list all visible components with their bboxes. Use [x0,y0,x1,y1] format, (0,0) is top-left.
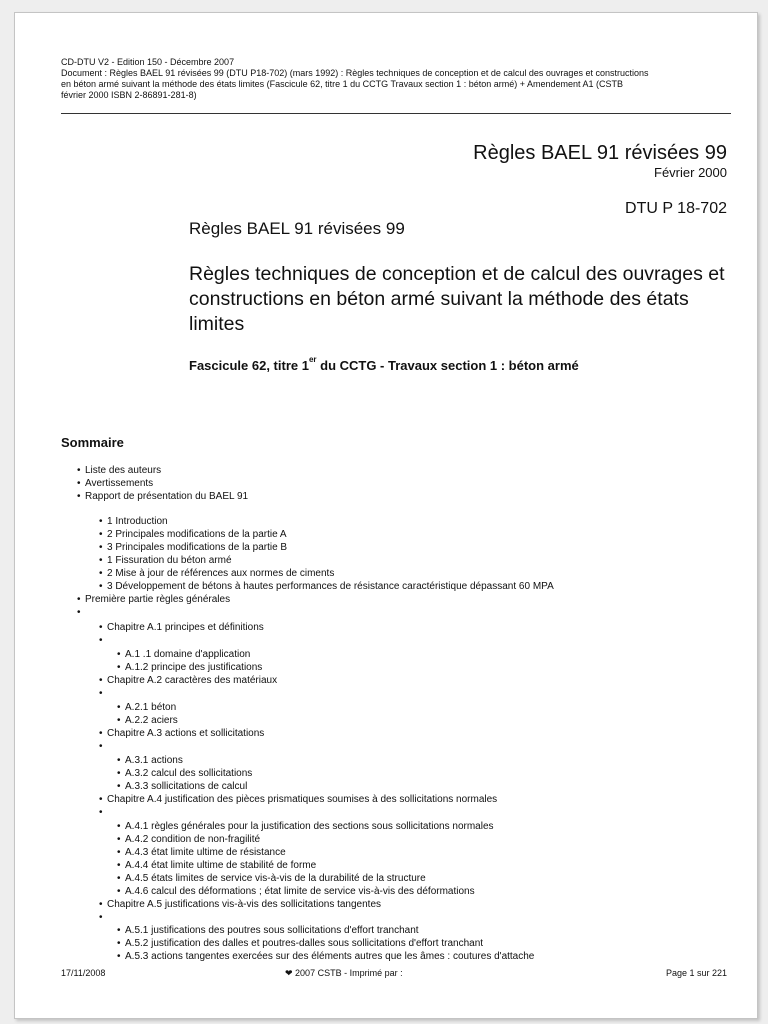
toc-entry-level-3 [117,781,247,793]
toc-entry-level-3 [117,847,286,859]
toc-entry-level-1 [77,478,153,490]
footer-page-number: Page 1 sur 221 [665,968,727,978]
toc-entry-level-2 [99,529,287,541]
toc-entry-text: 3 Développement de bétons à hautes performances de résistance caractéristique dépassant 60 MPA [107,581,554,592]
header-edition: CD-DTU V2 - Edition 150 - Décembre 2007 [61,57,235,67]
bullet-icon: • [117,873,121,884]
bullet-icon: • [117,938,121,949]
toc-entry-text: 2 Principales modifications de la partie A [107,529,287,540]
toc-entry-text: A.4.1 règles générales pour la justification des sections sous sollicitations normales [125,821,494,832]
toc-entry-text: Chapitre A.1 principes et définitions [107,622,264,633]
bullet-icon: • [117,834,121,845]
bullet-icon: • [99,529,103,540]
fascicule-text-rest: du CCTG - Travaux section 1 : béton armé [316,358,579,373]
toc-entry-level-3 [117,649,250,661]
bullet-icon: • [117,662,121,673]
bullet-icon: • [99,688,103,699]
toc-entry-level-3 [117,925,419,937]
bullet-icon: • [77,478,81,489]
toc-entry-text: A.4.5 états limites de service vis-à-vis de la durabilité de la structure [125,873,426,884]
toc-entry-level-3 [117,715,178,727]
bullet-icon: • [99,622,103,633]
toc-entry-level-3 [117,873,426,885]
toc-entry-level-2 [99,728,264,740]
toc-entry-text: Chapitre A.2 caractères des matériaux [107,675,278,686]
header-document-line: février 2000 ISBN 2-86891-281-8) [61,90,197,100]
toc-entry-level-3 [117,768,252,780]
toc-entry-level-2 [99,568,334,580]
toc-entry-text: A.1 .1 domaine d'application [125,649,251,660]
bullet-icon: • [99,794,103,805]
toc-entry-level-1 [77,465,161,477]
bullet-icon: • [117,768,121,779]
header-document-line: Document : Règles BAEL 91 révisées 99 (DTU P18-702) (mars 1992) : Règles techniques de conception et de calcul des ouvrages et constructions [61,68,649,78]
bullet-icon: • [99,568,103,579]
footer-date: 17/11/2008 [61,968,106,978]
toc-entry-level-1 [77,607,85,619]
toc-entry-level-2 [99,581,554,593]
toc-entry-level-3 [117,938,483,950]
toc-entry-level-3 [117,755,183,767]
toc-entry-text: A.4.6 calcul des déformations ; état limite de service vis-à-vis des déformations [125,886,475,897]
bullet-icon: • [117,781,121,792]
bullet-icon: • [99,675,103,686]
footer-copyright [285,968,403,979]
fascicule-superscript: er [308,355,317,364]
bullet-icon: • [99,555,103,566]
toc-entry-text: Première partie règles générales [85,594,231,605]
bullet-icon: • [99,581,103,592]
toc-entry-level-3 [117,951,534,963]
toc-entry-text: 3 Principales modifications de la partie B [107,542,288,553]
toc-entry-text: A.5.3 actions tangentes exercées sur des éléments autres que les âmes : coutures d'attache [125,951,535,962]
toc-entry-text: A.2.1 béton [125,702,177,713]
bullet-icon: • [99,635,103,646]
bullet-icon: • [77,594,81,605]
bullet-icon: • [99,807,103,818]
heart-icon: ❤ [285,968,293,978]
bullet-icon: • [99,728,103,739]
bullet-icon: • [99,542,103,553]
toc-entry-text: 1 Introduction [107,516,168,527]
bullet-icon: • [117,860,121,871]
toc-entry-level-2 [99,542,287,554]
bullet-icon: • [117,951,121,962]
toc-entry-level-1 [77,594,230,606]
toc-entry-level-2 [99,555,232,567]
bullet-icon: • [99,912,103,923]
toc-entry-text: Rapport de présentation du BAEL 91 [85,491,249,502]
bullet-icon: • [117,755,121,766]
bullet-icon: • [117,925,121,936]
toc-entry-level-3 [117,662,262,674]
bullet-icon: • [117,847,121,858]
footer-copyright-text: 2007 CSTB - Imprimé par : [292,968,403,978]
toc-entry-level-3 [117,821,494,833]
toc-entry-text: A.4.4 état limite ultime de stabilité de forme [125,860,317,871]
toc-entry-text: A.2.2 aciers [125,715,178,726]
bullet-icon: • [117,649,121,660]
bullet-icon: • [117,702,121,713]
title-date: Février 2000 [654,165,727,180]
toc-entry-level-2 [99,516,168,528]
toc-entry-level-2 [99,622,264,634]
toc-entry-text: A.5.1 justifications des poutres sous sollicitations d'effort tranchant [125,925,419,936]
document-page [14,12,758,1019]
toc-entry-text: Chapitre A.5 justifications vis-à-vis des sollicitations tangentes [107,899,382,910]
bullet-icon: • [77,465,81,476]
toc-entry-text: A.1.2 principe des justifications [125,662,263,673]
toc-entry-text: A.3.1 actions [125,755,183,766]
toc-entry-text: A.4.2 condition de non-fragilité [125,834,261,845]
toc-entry-text: Chapitre A.4 justification des pièces prismatiques soumises à des sollicitations normales [107,794,498,805]
toc-entry-level-2 [99,675,277,687]
fascicule-text: Fascicule 62, titre 1 [189,358,309,373]
bullet-icon: • [99,516,103,527]
toc-entry-level-3 [117,860,316,872]
toc-entry-text: A.3.2 calcul des sollicitations [125,768,253,779]
main-title: Règles BAEL 91 révisées 99 [473,142,727,164]
toc-entry-level-1 [77,491,248,503]
bullet-icon: • [77,607,81,618]
toc-entry-text: A.4.3 état limite ultime de résistance [125,847,286,858]
bullet-icon: • [117,886,121,897]
document-description: Règles techniques de conception et de calcul des ouvrages et constructions en béton armé suivant la méthode des états limites [189,263,725,335]
toc-entry-text: 2 Mise à jour de références aux normes de ciments [107,568,335,579]
toc-entry-text: Avertissements [85,478,154,489]
table-of-contents [15,13,757,1018]
subtitle: Règles BAEL 91 révisées 99 [189,219,405,238]
toc-entry-level-2 [99,794,497,806]
dtu-reference: DTU P 18-702 [625,200,727,217]
bullet-icon: • [99,899,103,910]
bullet-icon: • [77,491,81,502]
toc-entry-text: Liste des auteurs [85,465,162,476]
toc-entry-level-2 [99,899,381,911]
toc-entry-level-3 [117,702,176,714]
toc-entry-level-3 [117,886,475,898]
sommaire-heading: Sommaire [61,435,124,450]
bullet-icon: • [117,715,121,726]
toc-entry-level-2 [99,807,107,819]
header-document-line: en béton armé suivant la méthode des états limites (Fascicule 62, titre 1 du CCTG Travaux section 1 : béton armé) + Amendement A1 (CSTB [61,79,624,89]
toc-entry-level-2 [99,688,107,700]
toc-entry-text: 1 Fissuration du béton armé [107,555,232,566]
toc-entry-level-2 [99,741,107,753]
bullet-icon: • [117,821,121,832]
toc-entry-level-2 [99,912,107,924]
toc-entry-text: Chapitre A.3 actions et sollicitations [107,728,265,739]
bullet-icon: • [99,741,103,752]
toc-entry-text: A.5.2 justification des dalles et poutres-dalles sous sollicitations d'effort tranchant [125,938,484,949]
toc-entry-level-3 [117,834,260,846]
toc-entry-level-2 [99,635,107,647]
toc-entry-text: A.3.3 sollicitations de calcul [125,781,248,792]
